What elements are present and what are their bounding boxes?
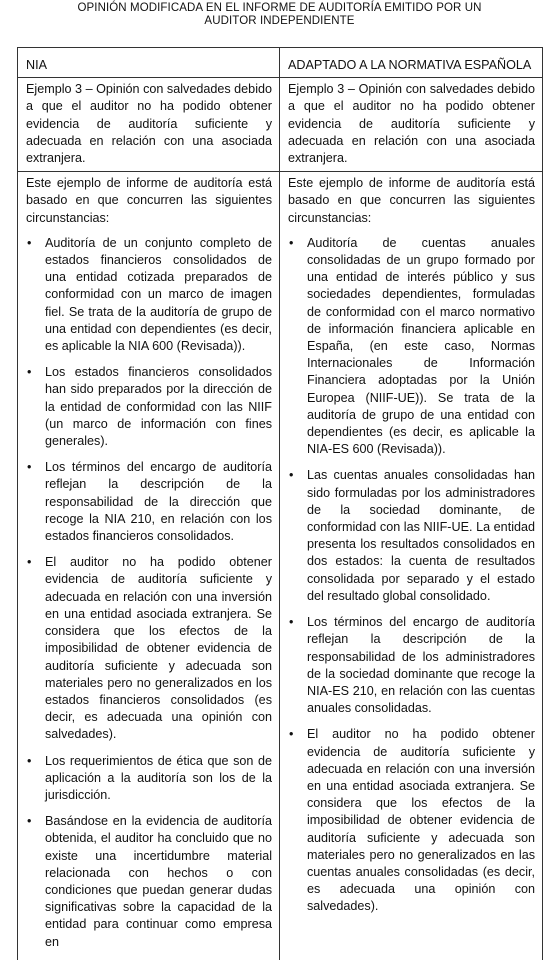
list-item-text: Los términos del encargo de auditoría reflejan la descripción de la responsabilidad de la dirección que recoge la NIA 210, en relación con los estados financieros consolidados. [45,460,272,544]
bullet-icon: • [27,753,32,768]
intro-left: Este ejemplo de informe de auditoría está basado en que concurren las siguientes circunstancias: [26,176,272,225]
header-row [18,48,543,78]
bullet-icon: • [27,814,32,829]
list-item [26,235,272,355]
list-item-text: Los estados financieros consolidados han sido preparados por la dirección de la entidad de conformidad con las NIIF (un marco de información con fines generales). [45,365,272,449]
list-item-text: Los términos del encargo de auditoría reflejan la descripción de la responsabilidad de los administradores de la sociedad dominante que recoge la NIA-ES 210, en relación con las cuentas anuales consolidadas. [307,615,535,716]
list-item [288,614,535,717]
list-item [288,726,535,915]
list-item-text: Los requerimientos de ética que son de aplicación a la auditoría son los de la jurisdicción. [45,753,272,802]
list-item [26,813,272,951]
list-item [26,753,272,805]
bullet-icon: • [27,555,32,570]
title-line-1: OPINIÓN MODIFICADA EN EL INFORME DE AUDITORÍA EMITIDO POR UN [77,2,482,14]
example-row [18,78,543,172]
list-item-text: El auditor no ha podido obtener evidencia de auditoría suficiente y adecuada en relación con una inversión en una entidad asociada extranjera. Se considera que los efectos de la imposibilidad de obtener evidencia de auditoría suficiente y adecuada son materiales pero no generalizados en los estados financieros consolidados (es decir, es adecuada una opinión con salvedades). [45,555,272,742]
column-header-adapted: ADAPTADO A LA NORMATIVA ESPAÑOLA [280,48,543,78]
intro-right: Este ejemplo de informe de auditoría está basado en que concurren las siguientes circunstancias: [288,176,535,225]
list-item-text: Auditoría de un conjunto completo de estados financieros consolidados de una entidad cotizada preparados de conformidad con un marco de imagen fiel. Se trata de la auditoría de grupo de una entidad con dependientes (es decir, es aplicable la NIA 600 (Revisada)). [45,235,272,354]
title-line-2: AUDITOR INDEPENDIENTE [204,15,355,27]
column-header-nia: NIA [18,48,280,78]
bullet-list-right [288,235,535,916]
list-item [26,459,272,545]
list-item [288,235,535,459]
bullet-icon: • [27,235,32,250]
circumstances-left-cell [18,172,280,960]
bullet-icon: • [289,468,294,483]
list-item-text: Auditoría de cuentas anuales consolidadas de un grupo formado por una entidad de interés público y sus sociedades dependientes, formuladas de conformidad con el marco normativo de información financiera aplicable en España, (en este caso, Normas Internacionales de Información Financiera adoptadas por la Unión Europea (NIIF-UE)). Se trata de la auditoría de grupo de una entidad con dependientes (es decir, es aplicable la NIA-ES 600 (Revisada)). [307,235,535,457]
list-item [26,554,272,743]
list-item [26,364,272,450]
circumstances-row [18,172,543,960]
bullet-icon: • [289,615,294,630]
bullet-icon: • [289,235,294,250]
circumstances-right-cell [280,172,543,960]
bullet-icon: • [27,365,32,380]
example-left-cell: Ejemplo 3 – Opinión con salvedades debido a que el auditor no ha podido obtener evidencia de auditoría suficiente y adecuada en relación con una asociada extranjera. [18,78,280,172]
list-item [288,467,535,605]
document-title [0,2,559,28]
bullet-icon: • [289,727,294,742]
list-item-text: El auditor no ha podido obtener evidencia de auditoría suficiente y adecuada en relación con una inversión en una entidad asociada extranjera. Se considera que los efectos de la imposibilidad de obtener evidencia de auditoría suficiente y adecuada son materiales pero no generalizados en las cuentas anuales consolidadas (es decir, es adecuada una opinión con salvedades). [307,727,535,914]
comparison-table [17,47,543,960]
bullet-icon: • [27,460,32,475]
example-right-cell: Ejemplo 3 – Opinión con salvedades debido a que el auditor no ha podido obtener evidencia de auditoría suficiente y adecuada en relación con una asociada extranjera. [280,78,543,172]
bullet-list-left [26,235,272,951]
list-item-text: Basándose en la evidencia de auditoría obtenida, el auditor ha concluido que no existe una incertidumbre material relacionada con hechos o con condiciones que puedan generar dudas significativas sobre la capacidad de la entidad para continuar como empresa en [45,814,272,949]
list-item-text: Las cuentas anuales consolidadas han sido formuladas por los administradores de la sociedad dominante, de conformidad con las NIIF-UE. La entidad presenta los resultados consolidados en dos estados: la cuenta de resultados consolidada por separado y el estado del resultado global consolidado. [307,468,535,603]
